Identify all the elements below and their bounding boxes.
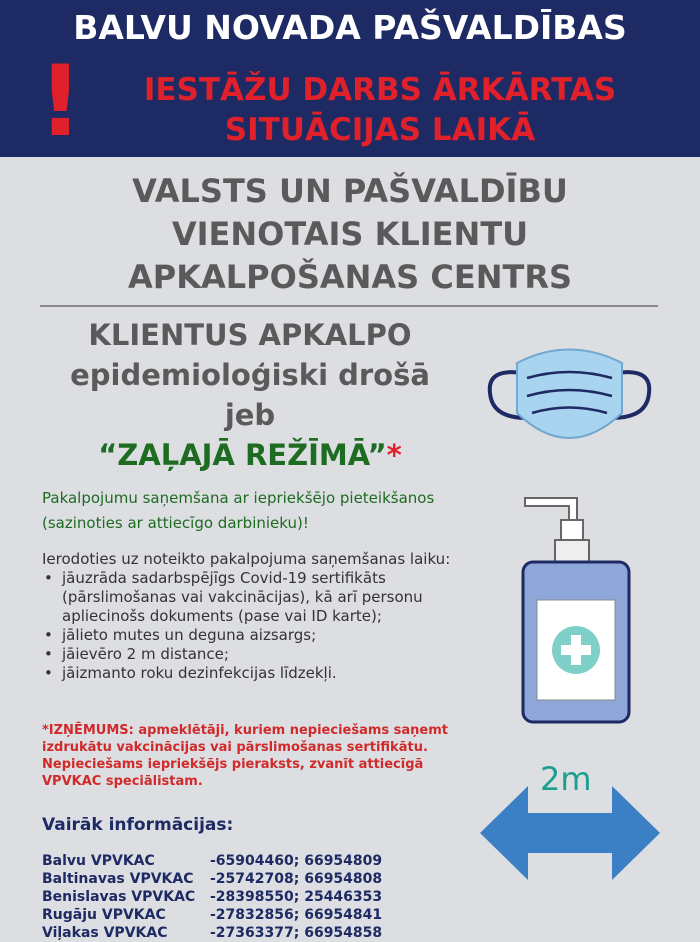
rules-intro: Ierodoties uz noteikto pakalpojuma saņemšanas laiku: (42, 550, 451, 568)
subtitle-line: SITUĀCIJAS LAIKĀ (224, 112, 536, 148)
contacts-list (42, 852, 382, 942)
title-line: VALSTS UN PAŠVALDĪBU (132, 172, 568, 210)
rules-section (42, 550, 482, 683)
more-info-heading: Vairāk informācijas: (42, 815, 234, 835)
contact-phones: -28398550; 25446353 (210, 889, 383, 905)
contact-name: Benislavas VPVKAC (42, 889, 196, 905)
list-item: • jālieto mutes un deguna aizsargs; (42, 626, 482, 645)
service-line: jeb (224, 398, 276, 432)
header-subtitle (80, 70, 680, 150)
appointment-notice: Pakalpojumu saņemšana ar iepriekšējo pieteikšanos (sazinoties ar attiecīgo darbinieku)! (42, 489, 435, 532)
subtitle-line: IESTĀŽU DARBS ĀRKĀRTAS (143, 72, 617, 108)
contact-row (42, 852, 382, 870)
contact-phones: -27363377; 66954858 (210, 925, 383, 941)
list-item: • jāuzrāda sadarbspējīgs Covid-19 sertifikāts (pārslimošanas vai vakcinācijas), kā arī personu apliecinošs dokuments (pase vai ID karte); (42, 569, 482, 626)
asterisk: * (386, 438, 402, 472)
contact-name: Baltinavas VPVKAC (42, 871, 194, 887)
exception-note: *IZŅĒMUMS: apmeklētāji, kuriem nepieciešams saņemt izdrukātu vakcinācijas vai pārslimošanas sertifikātu. Nepieciešams iepriekšējs pieraksts, zvanīt attiecīgā VPVKAC speciālistam. (42, 723, 449, 789)
double-arrow-icon (480, 786, 660, 881)
contact-phones: -25742708; 66954808 (210, 871, 383, 887)
hand-sanitizer-icon (515, 492, 635, 724)
header-title: BALVU NOVADA PAŠVALDĪBAS (73, 8, 627, 47)
contact-name: Viļakas VPVKAC (42, 925, 168, 941)
title-line: APKALPOŠANAS CENTRS (127, 258, 572, 296)
green-mode: “ZAĻAJĀ REŽĪMĀ” (98, 438, 387, 472)
header-banner (0, 0, 700, 157)
contact-row (42, 888, 382, 906)
contact-name: Balvu VPVKAC (42, 853, 155, 869)
distance-label: 2m (540, 760, 592, 798)
contact-row (42, 906, 382, 924)
title-line: VIENOTAIS KLIENTU (171, 215, 529, 253)
service-line: epidemioloģiski drošā (70, 358, 430, 392)
face-mask-icon (482, 338, 657, 453)
list-item: • jāizmanto roku dezinfekcijas līdzekļi. (42, 664, 482, 683)
contact-phones: -27832856; 66954841 (210, 907, 383, 923)
divider (40, 305, 658, 307)
contact-row (42, 924, 382, 942)
rules-list (42, 569, 482, 683)
contact-name: Rugāju VPVKAC (42, 907, 166, 923)
service-mode (20, 315, 480, 475)
center-title (0, 170, 700, 299)
exclamation-icon: ! (38, 45, 83, 159)
service-line: KLIENTUS APKALPO (88, 318, 412, 352)
contact-row (42, 870, 382, 888)
list-item: • jāievēro 2 m distance; (42, 645, 482, 664)
contact-phones: -65904460; 66954809 (210, 853, 383, 869)
